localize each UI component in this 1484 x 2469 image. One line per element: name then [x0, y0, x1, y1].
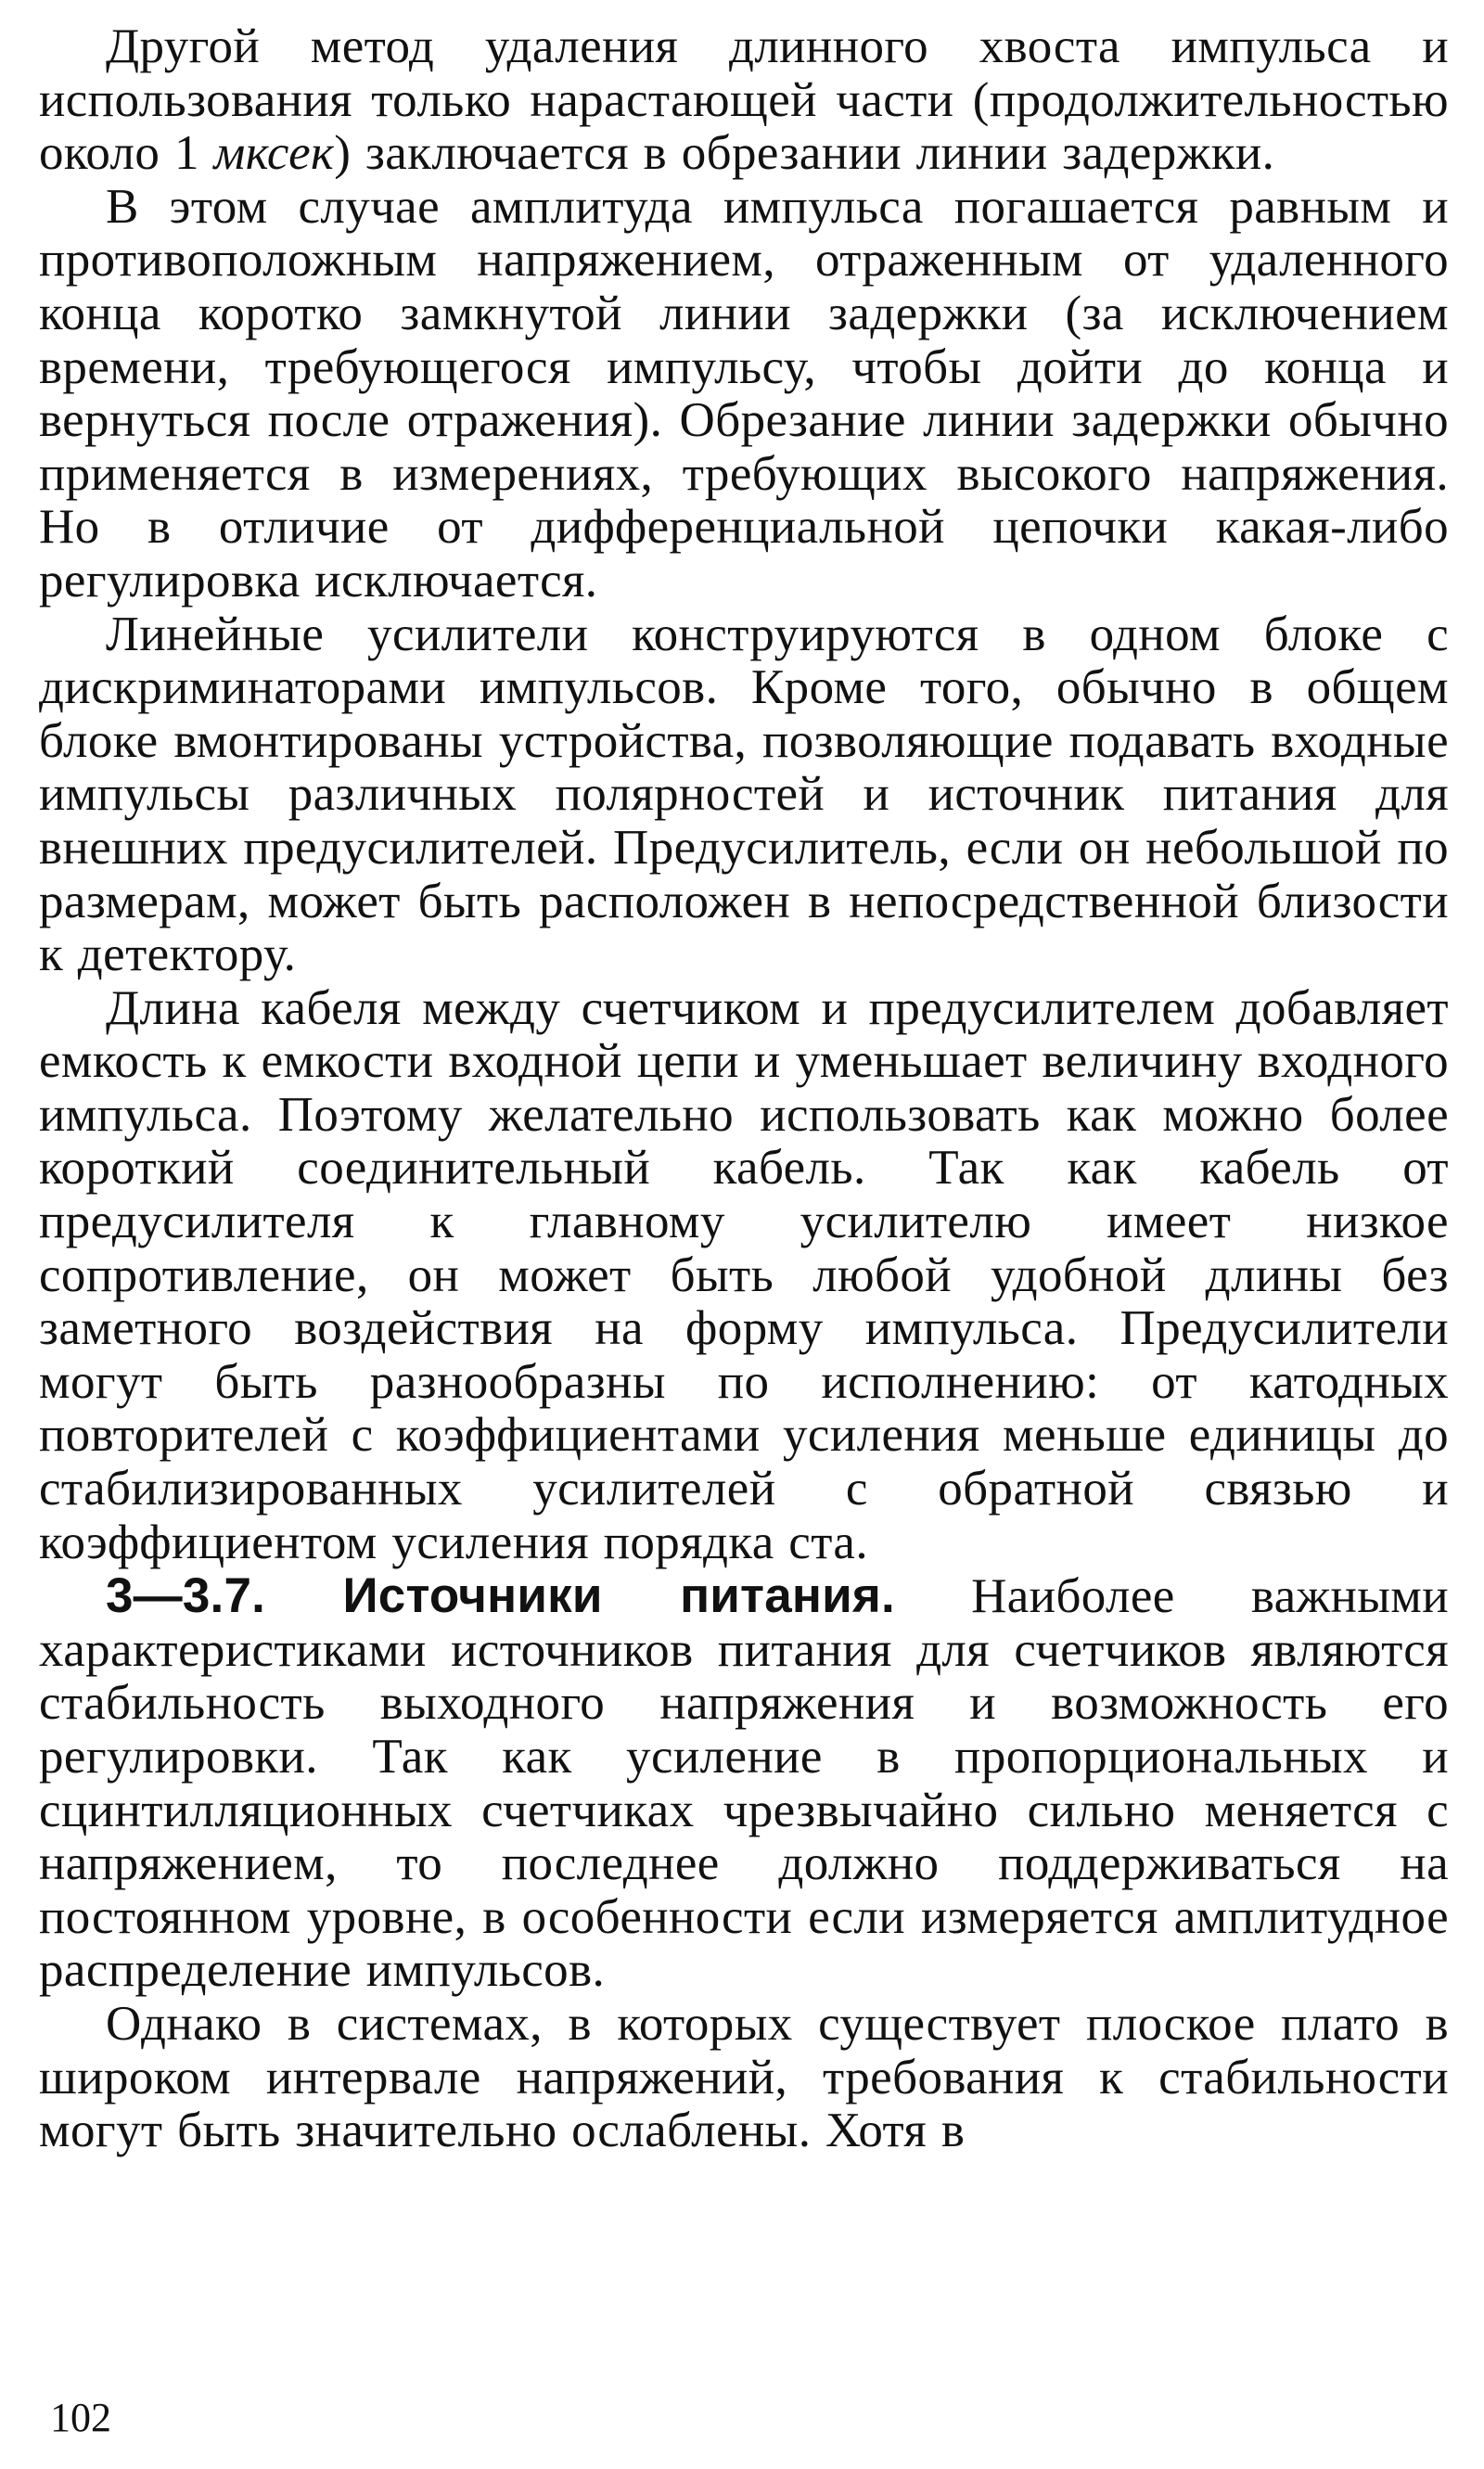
unit-microsecond: мксек	[213, 126, 335, 181]
paragraph-delay-line-clipping	[39, 20, 1449, 181]
text-run: В этом случае амплитуда импульса погашается равным и противоположным напряжением, отраженным от удаленного конца коротко замкнутой линии задержки (за исключением времени, требующегося импульсу, чтобы дойти до конца и вернуться после отражения). Обрезание линии задержки обычно применяется в измерениях, требующих высокого напряжения. Но в отличие от дифференциальной цепочки какая-либо регулировка исключается.	[39, 179, 1449, 608]
paragraph-cable-length	[39, 982, 1449, 1570]
section-number: 3—3.7.	[106, 1568, 343, 1624]
page-number: 102	[50, 2395, 111, 2440]
text-run: Другой метод удаления длинного хвоста импульса и использования только нарастающей части (продолжительностью около 1	[39, 19, 1449, 181]
section-title: Источники питания.	[342, 1568, 895, 1624]
paragraph-plateau	[39, 1998, 1449, 2158]
text-run: Наиболее важными характеристиками источников питания для счетчиков являются стабильность выходного напряжения и возможность его регулировки. Так как усиление в пропорциональных и сцинтилляционных счетчиках чрезвычайно сильно меняется с напряжением, то последнее должно поддерживаться на постоянном уровне, в особенности если измеряется амплитудное распределение импульсов.	[39, 1569, 1449, 1998]
text-run: Однако в системах, в которых существует плоское плато в широком интервале напряжений, требования к стабильности могут быть значительно ослаблены. Хотя в	[39, 1996, 1449, 2158]
text-run: Линейные усилители конструируются в одном блоке с дискриминаторами импульсов. Кроме того, обычно в общем блоке вмонтированы устройства, позволяющие подавать входные импульсы различных полярностей и источник питания для внешних предусилителей. Предусилитель, если он небольшой по размерам, может быть расположен в непосредственной близости к детектору.	[39, 607, 1449, 982]
paragraph-power-supplies	[39, 1569, 1449, 1998]
text-run: Длина кабеля между счетчиком и предусилителем добавляет емкость к емкости входной цепи и уменьшает величину входного импульса. Поэтому желательно использовать как можно более короткий соединительный кабель. Так как кабель от предусилителя к главному усилителю имеет низкое сопротивление, он может быть любой удобной длины без заметного воздействия на форму импульса. Предусилители могут быть разнообразны по исполнению: от катодных повторителей с коэффициентами усиления меньше единицы до стабилизированных усилителей с обратной связью и коэффициентом усиления порядка ста.	[39, 980, 1449, 1569]
text-run: ) заключается в обрезании линии задержки.	[334, 126, 1275, 181]
paragraph-amplitude-cancel	[39, 181, 1449, 608]
paragraph-linear-amplifiers	[39, 608, 1449, 982]
body-text	[39, 20, 1449, 2158]
